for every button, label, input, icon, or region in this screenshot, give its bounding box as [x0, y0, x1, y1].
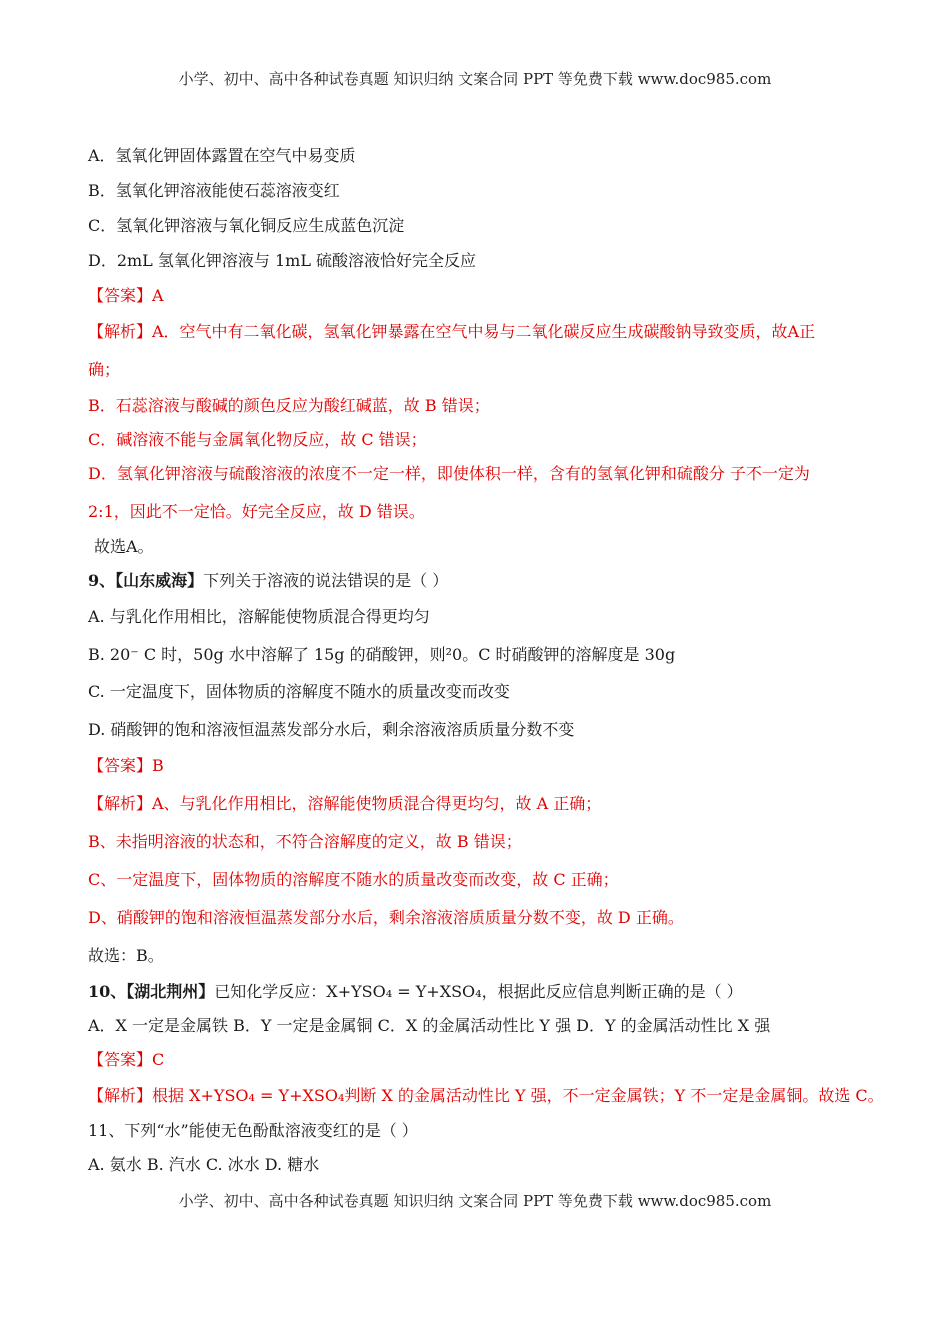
q9-option-d: D. 硝酸钾的饱和溶液恒温蒸发部分水后，剩余溶液溶质质量分数不变 [88, 720, 575, 739]
q8-answer: 【答案】A [88, 286, 164, 305]
q8-conclusion: 故选A。 [94, 537, 154, 556]
q8-analysis-line: 确； [88, 360, 121, 379]
q9-analysis-line: 【解析】A、与乳化作用相比，溶解能使物质混合得更均匀，故 A 正确； [88, 794, 602, 813]
q10-options: A．X 一定是金属铁 B．Y 一定是金属铜 C．X 的金属活动性比 Y 强 D．Y 的金属活动性比 X 强 [88, 1016, 771, 1035]
page-footer: 小学、初中、高中各种试卷真题 知识归纳 文案合同 PPT 等免费下载 www.doc985.com [178, 1192, 772, 1210]
q9-conclusion: 故选：B。 [88, 946, 164, 965]
q9-analysis-line: D、硝酸钾的饱和溶液恒温蒸发部分水后，剩余溶液溶质质量分数不变，故 D 正确。 [88, 908, 684, 927]
q8-analysis-line: B．石蕊溶液与酸碱的颜色反应为酸红碱蓝，故 B 错误； [88, 396, 490, 415]
q8-option-b: B．氢氧化钾溶液能使石蕊溶液变红 [88, 181, 340, 200]
q10-question: 已知化学反应：X+YSO₄ = Y+XSO₄，根据此反应信息判断正确的是（ ） [214, 982, 743, 1001]
q8-analysis-line: D．氢氧化钾溶液与硫酸溶液的浓度不一定一样，即使体积一样，含有的氢氧化钾和硫酸分 子不一定为 [88, 464, 810, 483]
q8-analysis-line: 2:1，因此不一定恰。好完全反应，故 D 错误。 [88, 502, 425, 521]
q9-option-c: C. 一定温度下，固体物质的溶解度不随水的质量改变而改变 [88, 682, 510, 701]
q9-option-b: B. 20⁻ C 时，50g 水中溶解了 15g 的硝酸钾，则²0。C 时硝酸钾的溶解度是 30g [88, 645, 676, 664]
q9-source: 【山东威海】 [115, 571, 204, 590]
page-header: 小学、初中、高中各种试卷真题 知识归纳 文案合同 PPT 等免费下载 www.doc985.com [178, 70, 772, 88]
q9-number: 9、 [88, 571, 116, 590]
q8-option-a: A．氢氧化钾固体露置在空气中易变质 [88, 146, 356, 165]
q10-source: 【湖北荆州】 [126, 982, 215, 1001]
q10-stem [88, 982, 743, 1002]
q8-analysis-line: 【解析】A．空气中有二氧化碳，氢氧化钾暴露在空气中易与二氧化碳反应生成碳酸钠导致变质，故A正 [88, 322, 816, 341]
q9-answer: 【答案】B [88, 756, 164, 775]
q9-analysis-line: B、未指明溶液的状态和，不符合溶解度的定义，故 B 错误； [88, 832, 522, 851]
q11-options: A. 氨水 B. 汽水 C. 冰水 D. 糖水 [88, 1155, 320, 1174]
q8-option-d: D．2mL 氢氧化钾溶液与 1mL 硫酸溶液恰好完全反应 [88, 251, 477, 270]
q9-option-a: A. 与乳化作用相比，溶解能使物质混合得更均匀 [88, 607, 430, 626]
q10-answer: 【答案】C [88, 1050, 165, 1069]
q9-question: 下列关于溶液的说法错误的是（ ） [203, 571, 449, 590]
q10-analysis: 【解析】根据 X+YSO₄ = Y+XSO₄判断 X 的金属活动性比 Y 强，不一定金属铁；Y 不一定是金属铜。故选 C。 [88, 1086, 884, 1105]
q9-analysis-line: C、一定温度下，固体物质的溶解度不随水的质量改变而改变，故 C 正确； [88, 870, 619, 889]
q11-stem: 11、下列“水”能使无色酚酞溶液变红的是（ ） [88, 1121, 418, 1140]
q10-number: 10、 [88, 982, 127, 1001]
q8-analysis-line: C．碱溶液不能与金属氧化物反应，故 C 错误； [88, 430, 427, 449]
q9-stem [88, 571, 448, 591]
q8-option-c: C．氢氧化钾溶液与氧化铜反应生成蓝色沉淀 [88, 216, 405, 235]
